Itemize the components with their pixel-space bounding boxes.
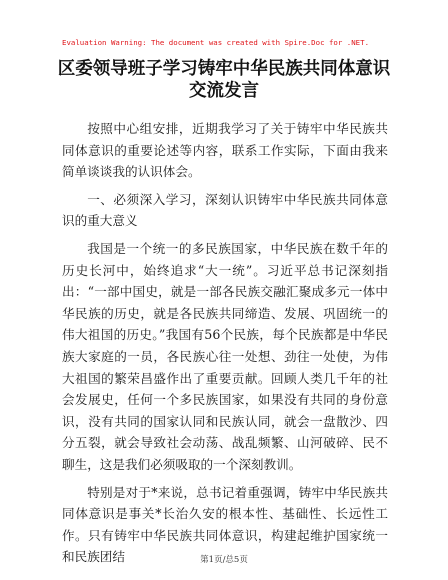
paragraph-special: 特别是对于*来说，总书记着重强调，铸牢中华民族共同体意识是事关*长治久安的根本性、基础性、长远性工作。只有铸牢中华民族共同体意识，构建起维护国家统一和民族团结	[62, 484, 388, 565]
page-footer: 第1页/总5页	[200, 555, 248, 565]
paragraph-intro: 按照中心组安排，近期我学习了关于铸牢中华民族共同体意识的重要论述等内容，联系工作实际，下面由我来简单谈谈我的认识体会。	[62, 121, 388, 180]
document-body	[62, 118, 388, 574]
paragraph-history: 我国是一个统一的多民族国家，中华民族在数千年的历史长河中，始终追求“大一统”。习近平总书记深刻指出：“一部中国史，就是一部各民族交融汇聚成多元一体中华民族的历史，就是各民族共同缔造、发展、巩固统一的伟大祖国的历史。”我国有56个民族，每个民族都是中华民族大家庭的一员，各民族心往一处想、劲往一处使，为伟大祖国的繁荣昌盛作出了重要贡献。回顾人类几千年的社会发展史，任何一个多民族国家，如果没有共同的身份意识，没有共同的国家认同和民族认同，就会一盘散沙、四分五裂，就会导致社会动荡、战乱频繁、山河破碎、民不聊生，这是我们必须吸取的一个深刻教训。	[62, 240, 388, 472]
evaluation-warning: Evaluation Warning: The document was created with Spire.Doc for .NET.	[62, 38, 370, 47]
document-title: 区委领导班子学习铸牢中华民族共同体意识交流发言	[57, 59, 391, 101]
section-heading-1: 一、必须深入学习，深刻认识铸牢中华民族共同体意识的重大意义	[62, 191, 388, 229]
